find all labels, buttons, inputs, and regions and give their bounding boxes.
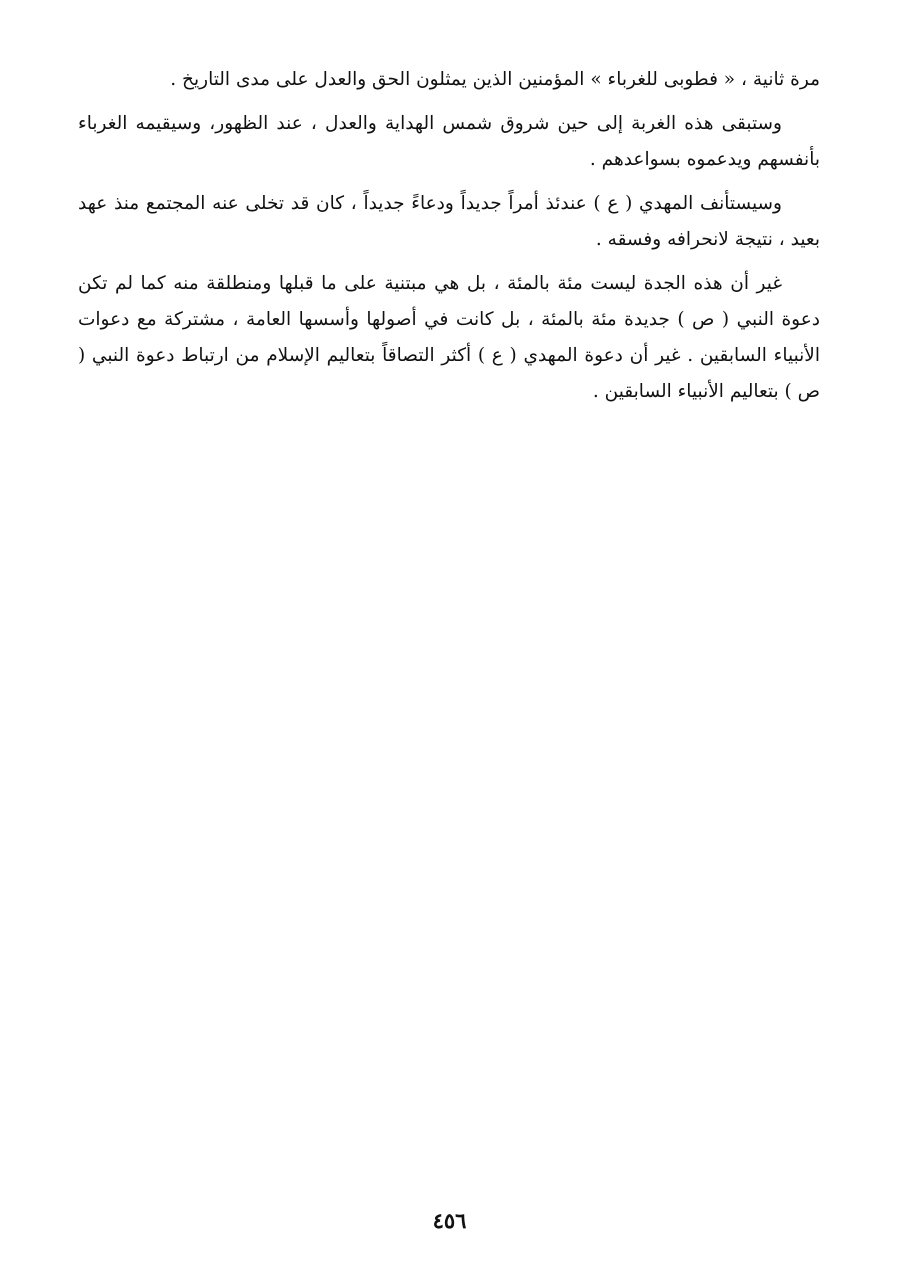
paragraph-3: وسيستأنف المهدي ( ع ) عندئذ أمراً جديداً ودعاءً جديداً ، كان قد تخلى عنه المجتمع منذ عهد بعيد ، نتيجة لانحرافه وفسقه . <box>78 193 820 250</box>
body-text <box>78 62 820 418</box>
paragraph-2: وستبقى هذه الغربة إلى حين شروق شمس الهداية والعدل ، عند الظهور، وسيقيمه الغرباء بأنفسهم ويدعموه بسواعدهم . <box>78 113 820 170</box>
paragraph-4: غير أن هذه الجدة ليست مئة بالمئة ، بل هي مبتنية على ما قبلها ومنطلقة منه كما لم تكن دعوة النبي ( ص ) جديدة مئة بالمئة ، بل كانت في أصولها وأسسها العامة ، مشتركة مع دعوات الأنبياء السابقين . غير أن دعوة المهدي ( ع ) أكثر التصاقاً بتعاليم الإسلام من ارتباط دعوة النبي ( ص ) بتعاليم الأنبياء السابقين . <box>78 273 820 402</box>
page-number: ٤٥٦ <box>432 1208 467 1233</box>
paragraph-1: مرة ثانية ، « فطوبى للغرباء » المؤمنين الذين يمثلون الحق والعدل على مدى التاريخ . <box>170 69 820 90</box>
